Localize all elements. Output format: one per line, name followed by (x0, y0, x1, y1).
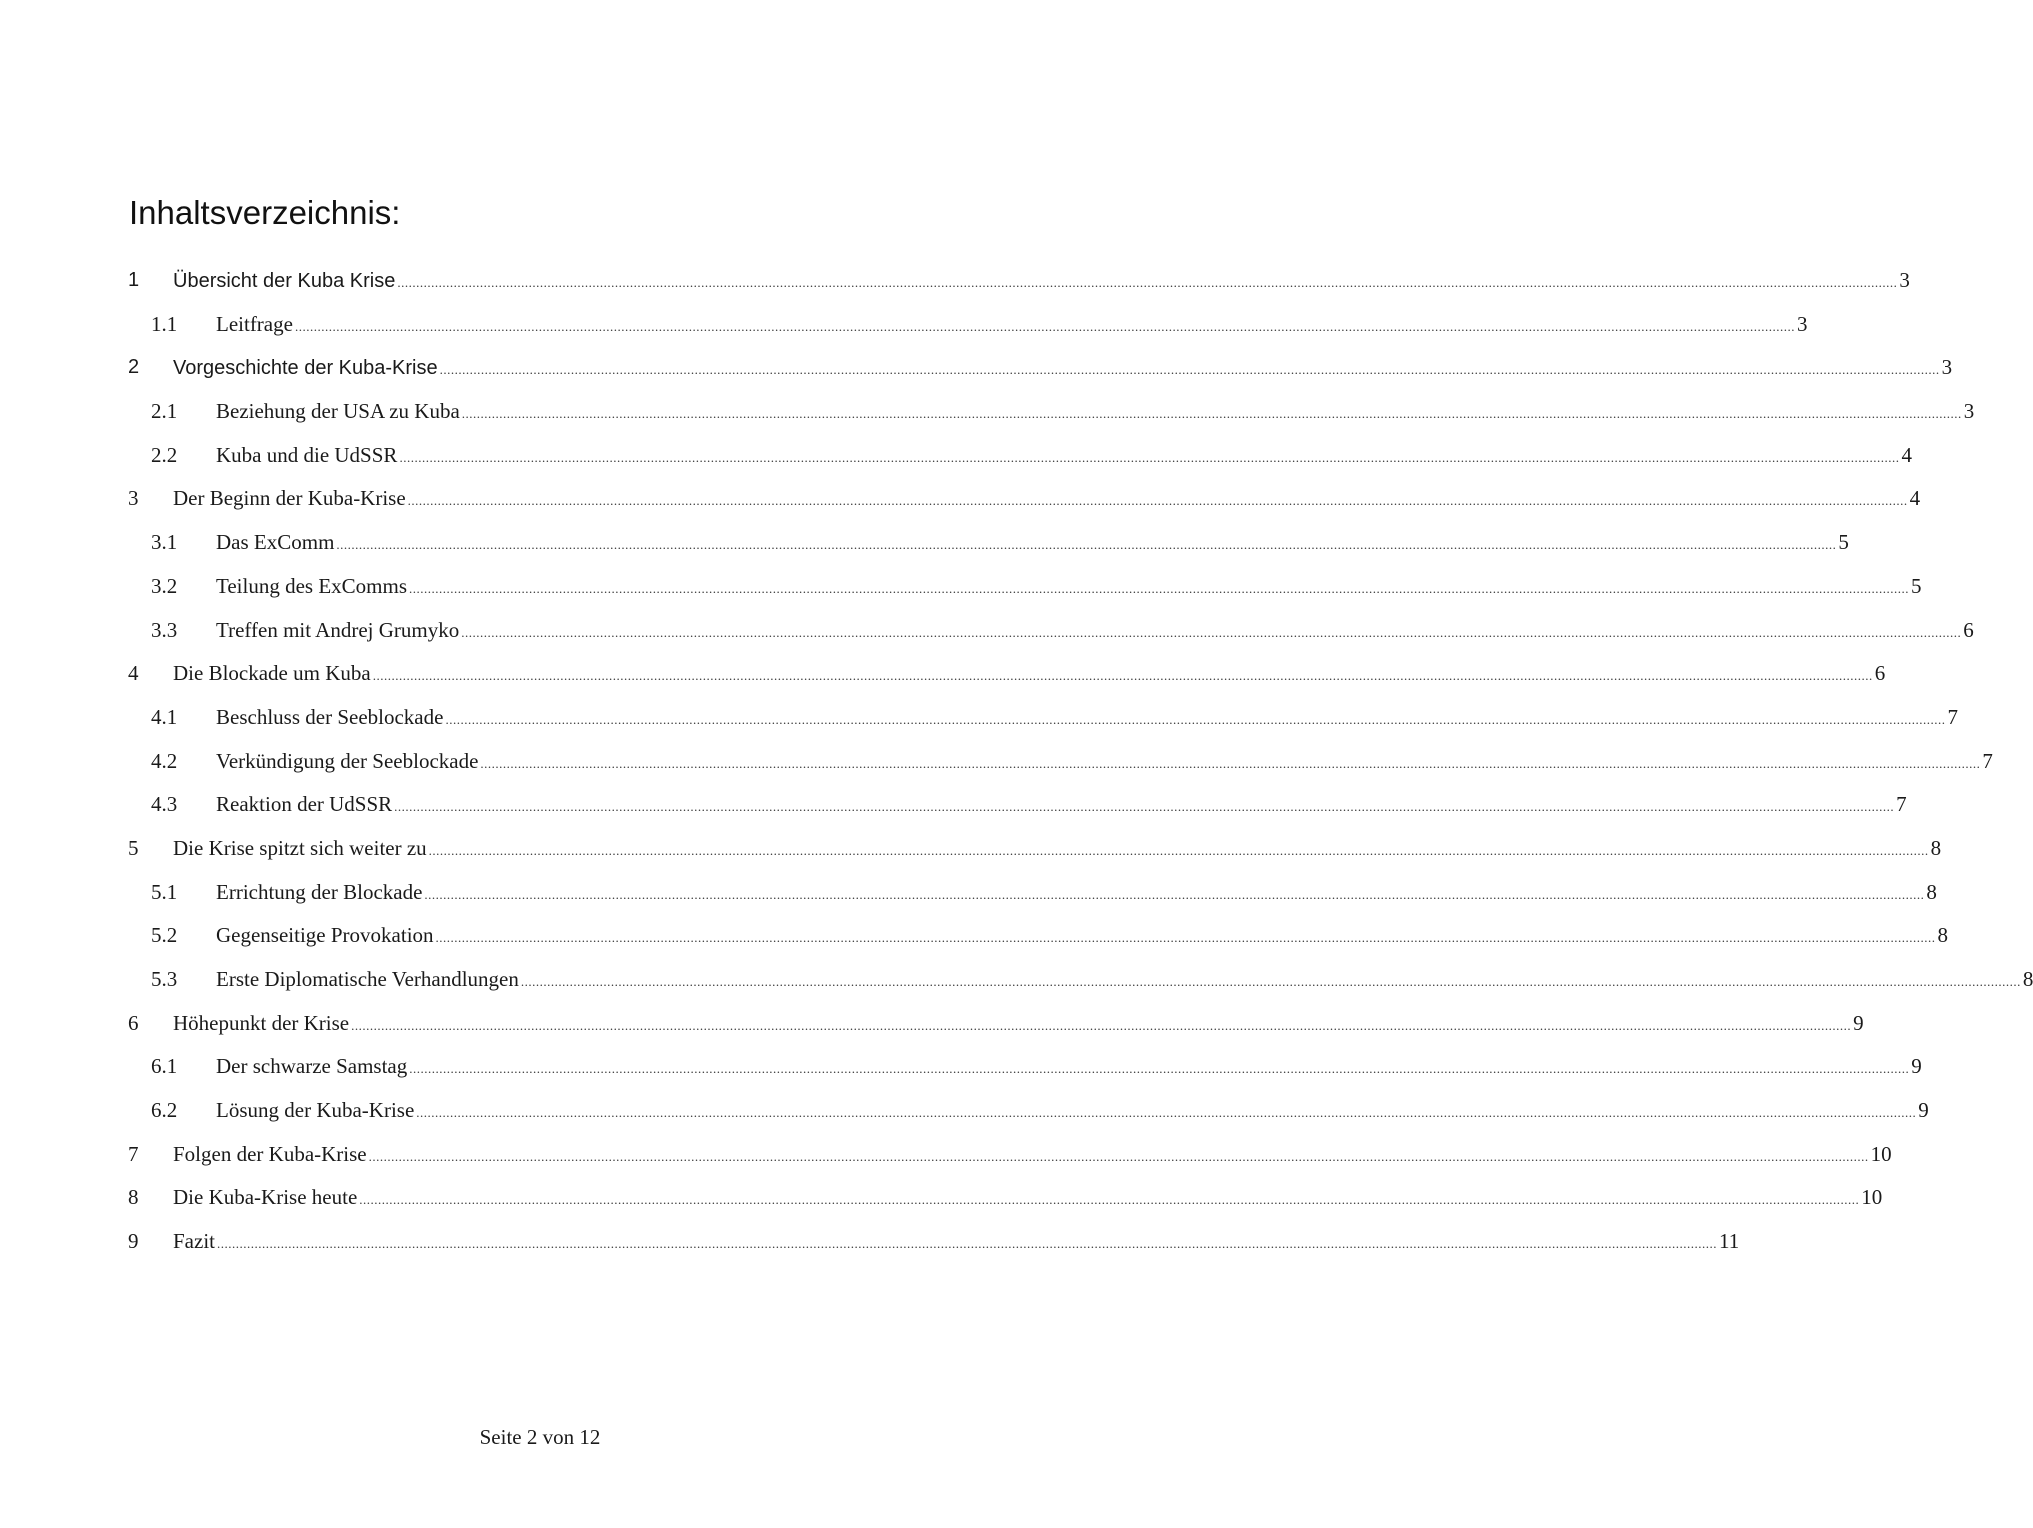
toc-title: Inhaltsverzeichnis: (129, 194, 401, 231)
toc-entry-title[interactable]: Beschluss der Seeblockade (216, 704, 444, 729)
toc-dot-leader: ................................................................................................................................................................................................................................................................................................................................................................................................................ (461, 406, 1962, 422)
toc-entry-number: 9 (128, 1229, 139, 1254)
toc-entry-page-number: 6 (1874, 661, 1886, 686)
toc-entry[interactable] (0, 1002, 1864, 1046)
toc-dot-leader: ................................................................................................................................................................................................................................................................................................................................................................................................................ (407, 493, 1908, 509)
toc-dot-leader: ................................................................................................................................................................................................................................................................................................................................................................................................................ (394, 799, 1895, 815)
toc-entry-line (216, 1045, 1922, 1091)
page-footer: Seite 2 von 12 (479, 1425, 601, 1449)
toc-entry-title[interactable]: Reaktion der UdSSR (216, 792, 393, 817)
toc-entry-line (216, 390, 1975, 436)
toc-entry-title[interactable]: Errichtung der Blockade (216, 879, 423, 904)
toc-entry-number: 4.3 (151, 792, 178, 817)
toc-entry-line (216, 958, 2033, 1004)
toc-entry-number: 6.1 (151, 1054, 178, 1079)
toc-entry[interactable] (0, 346, 1953, 390)
toc-entry-title[interactable]: Die Kuba-Krise heute (173, 1185, 358, 1210)
toc-entry-title[interactable]: Vorgeschichte der Kuba-Krise (173, 357, 438, 380)
toc-dot-leader: ................................................................................................................................................................................................................................................................................................................................................................................................................ (424, 886, 1925, 902)
toc-entry-number: 8 (128, 1185, 139, 1210)
toc-entry-page-number: 9 (1918, 1098, 1929, 1123)
toc-entry-number: 5.1 (151, 879, 178, 904)
toc-entry-line (216, 740, 1993, 786)
toc-entry-page-number: 3 (1899, 268, 1910, 292)
toc-dot-leader: ................................................................................................................................................................................................................................................................................................................................................................................................................ (461, 624, 1962, 640)
toc-entry[interactable] (0, 958, 2033, 1002)
toc-entry-line (216, 783, 1907, 829)
toc-entry-page-number: 4 (1901, 442, 1912, 467)
toc-dot-leader: ................................................................................................................................................................................................................................................................................................................................................................................................................ (428, 842, 1929, 858)
toc-entry-page-number: 4 (1909, 486, 1921, 511)
toc-entry-title[interactable]: Leitfrage (216, 311, 293, 336)
toc-entry-line (216, 521, 1849, 567)
toc-entry-line (173, 1176, 1883, 1222)
toc-entry-line (216, 609, 1974, 655)
toc-entry[interactable] (0, 1220, 1740, 1264)
toc-entry-page-number: 5 (1838, 530, 1849, 555)
toc-entry-page-number: 7 (1947, 704, 1958, 729)
toc-entry-number: 3.2 (151, 573, 178, 598)
toc-entry-title[interactable]: Fazit (173, 1229, 215, 1254)
toc-entry-title[interactable]: Verkündigung der Seeblockade (216, 748, 479, 773)
toc-entry[interactable] (0, 521, 1849, 565)
toc-entry-page-number: 11 (1719, 1229, 1740, 1254)
toc-entry-line (173, 346, 1953, 392)
toc-entry-line (173, 1002, 1864, 1048)
toc-entry-page-number: 7 (1896, 792, 1907, 817)
toc-entry-title[interactable]: Beziehung der USA zu Kuba (216, 399, 460, 424)
toc-entry[interactable] (0, 914, 1949, 958)
toc-entry[interactable] (0, 1176, 1883, 1220)
toc-entry-line (216, 1089, 1929, 1135)
toc-entry-title[interactable]: Gegenseitige Provokation (216, 923, 434, 948)
toc-entry[interactable] (0, 1045, 1922, 1089)
toc-entry-page-number: 9 (1911, 1054, 1922, 1079)
toc-dot-leader: ................................................................................................................................................................................................................................................................................................................................................................................................................ (439, 362, 1940, 378)
toc-dot-leader: ................................................................................................................................................................................................................................................................................................................................................................................................................ (520, 974, 2021, 989)
toc-entry-page-number: 3 (1796, 311, 1808, 336)
toc-entry-number: 2.2 (151, 442, 178, 467)
toc-entry-number: 2 (128, 356, 140, 379)
toc-entry[interactable] (0, 1133, 1892, 1177)
toc-entry[interactable] (0, 871, 1937, 915)
toc-entry-title[interactable]: Der Beginn der Kuba-Krise (173, 486, 406, 511)
toc-entry-title[interactable]: Die Krise spitzt sich weiter zu (173, 835, 427, 860)
toc-entry-number: 5 (128, 835, 139, 860)
toc-dot-leader: ................................................................................................................................................................................................................................................................................................................................................................................................................ (445, 711, 1946, 727)
toc-entry[interactable] (0, 303, 1808, 347)
toc-entry-title[interactable]: Das ExComm (216, 530, 335, 555)
toc-dot-leader: ................................................................................................................................................................................................................................................................................................................................................................................................................ (416, 1105, 1917, 1121)
toc-entry-number: 5.3 (151, 967, 178, 991)
toc-entry-page-number: 5 (1911, 573, 1922, 598)
toc-dot-leader: ................................................................................................................................................................................................................................................................................................................................................................................................................ (294, 318, 1795, 334)
toc-entry-page-number: 8 (1930, 835, 1942, 860)
toc-entry-number: 4.2 (151, 748, 178, 773)
toc-entry-line (173, 1220, 1740, 1266)
toc-entry-title[interactable]: Lösung der Kuba-Krise (216, 1098, 415, 1123)
toc-entry-number: 5.2 (151, 923, 178, 948)
toc-entry-line (173, 477, 1921, 523)
toc-entry-number: 7 (128, 1141, 139, 1166)
toc-dot-leader: ................................................................................................................................................................................................................................................................................................................................................................................................................ (351, 1017, 1852, 1033)
toc-entry-page-number: 3 (1941, 355, 1953, 380)
toc-dot-leader: ................................................................................................................................................................................................................................................................................................................................................................................................................ (336, 537, 1837, 553)
toc-entry-line (216, 871, 1937, 917)
toc-entry-number: 1.1 (151, 311, 178, 336)
toc-entry-line (216, 434, 1912, 480)
toc-entry-title[interactable]: Erste Diplomatische Verhandlungen (216, 967, 519, 991)
toc-entry[interactable] (0, 827, 1942, 871)
toc-entry-title[interactable]: Höhepunkt der Krise (173, 1010, 350, 1035)
toc-entry-page-number: 10 (1870, 1141, 1892, 1166)
toc-entry-line (173, 827, 1942, 873)
toc-entry[interactable] (0, 434, 1912, 478)
toc-entry-number: 3.1 (151, 530, 178, 555)
toc-entry-number: 3.3 (151, 617, 178, 642)
toc-dot-leader: ................................................................................................................................................................................................................................................................................................................................................................................................................ (217, 1236, 1717, 1252)
toc-entry[interactable] (0, 652, 1886, 696)
toc-dot-leader: ................................................................................................................................................................................................................................................................................................................................................................................................................ (397, 275, 1898, 290)
toc-entry-page-number: 7 (1982, 748, 1993, 773)
toc-dot-leader: ................................................................................................................................................................................................................................................................................................................................................................................................................ (359, 1192, 1860, 1208)
toc-entry[interactable] (0, 477, 1921, 521)
toc-entry[interactable] (0, 1089, 1929, 1133)
toc-entry-page-number: 8 (1926, 879, 1937, 904)
table-of-contents (0, 259, 2033, 1264)
toc-entry-page-number: 8 (2022, 967, 2033, 991)
toc-entry[interactable] (0, 783, 1907, 827)
toc-entry-line (173, 259, 1910, 305)
toc-entry-number: 6.2 (151, 1098, 178, 1123)
toc-entry-title[interactable]: Treffen mit Andrej Grumyko (216, 617, 460, 642)
toc-dot-leader: ................................................................................................................................................................................................................................................................................................................................................................................................................ (480, 755, 1981, 771)
toc-entry-number: 4.1 (151, 704, 178, 729)
toc-entry[interactable] (0, 565, 1922, 609)
toc-entry-page-number: 3 (1963, 399, 1975, 424)
toc-entry-number: 3 (128, 486, 139, 511)
toc-entry-line (216, 914, 1949, 960)
toc-dot-leader: ................................................................................................................................................................................................................................................................................................................................................................................................................ (368, 1148, 1869, 1164)
toc-entry-line (216, 696, 1958, 742)
toc-entry-page-number: 6 (1963, 617, 1974, 642)
toc-dot-leader: ................................................................................................................................................................................................................................................................................................................................................................................................................ (409, 1061, 1910, 1077)
toc-entry-title[interactable]: Teilung des ExComms (216, 573, 408, 598)
toc-dot-leader: ................................................................................................................................................................................................................................................................................................................................................................................................................ (409, 580, 1910, 596)
toc-entry-number: 1 (128, 269, 140, 291)
toc-entry-page-number: 10 (1861, 1185, 1883, 1210)
toc-entry[interactable] (0, 390, 1975, 434)
toc-entry[interactable] (0, 740, 1993, 784)
toc-dot-leader: ................................................................................................................................................................................................................................................................................................................................................................................................................ (435, 930, 1936, 946)
toc-entry-title[interactable]: Die Blockade um Kuba (173, 661, 371, 686)
toc-entry-title[interactable]: Der schwarze Samstag (216, 1054, 408, 1079)
toc-entry-line (173, 1133, 1892, 1179)
toc-entry[interactable] (0, 609, 1974, 653)
toc-entry-page-number: 8 (1937, 923, 1949, 948)
toc-entry-title[interactable]: Folgen der Kuba-Krise (173, 1141, 367, 1166)
toc-entry-line (216, 303, 1808, 349)
toc-dot-leader: ................................................................................................................................................................................................................................................................................................................................................................................................................ (372, 668, 1873, 684)
toc-entry[interactable] (0, 696, 1958, 740)
toc-entry-line (216, 565, 1922, 611)
toc-entry-number: 6 (128, 1010, 139, 1035)
toc-dot-leader: ................................................................................................................................................................................................................................................................................................................................................................................................................ (399, 449, 1900, 465)
toc-entry[interactable] (0, 259, 1910, 303)
toc-entry-number: 2.1 (151, 399, 178, 424)
toc-entry-number: 4 (128, 661, 139, 686)
toc-entry-line (173, 652, 1886, 698)
toc-entry-title[interactable]: Übersicht der Kuba Krise (173, 270, 396, 292)
toc-entry-title[interactable]: Kuba und die UdSSR (216, 442, 398, 467)
toc-entry-page-number: 9 (1853, 1010, 1864, 1035)
